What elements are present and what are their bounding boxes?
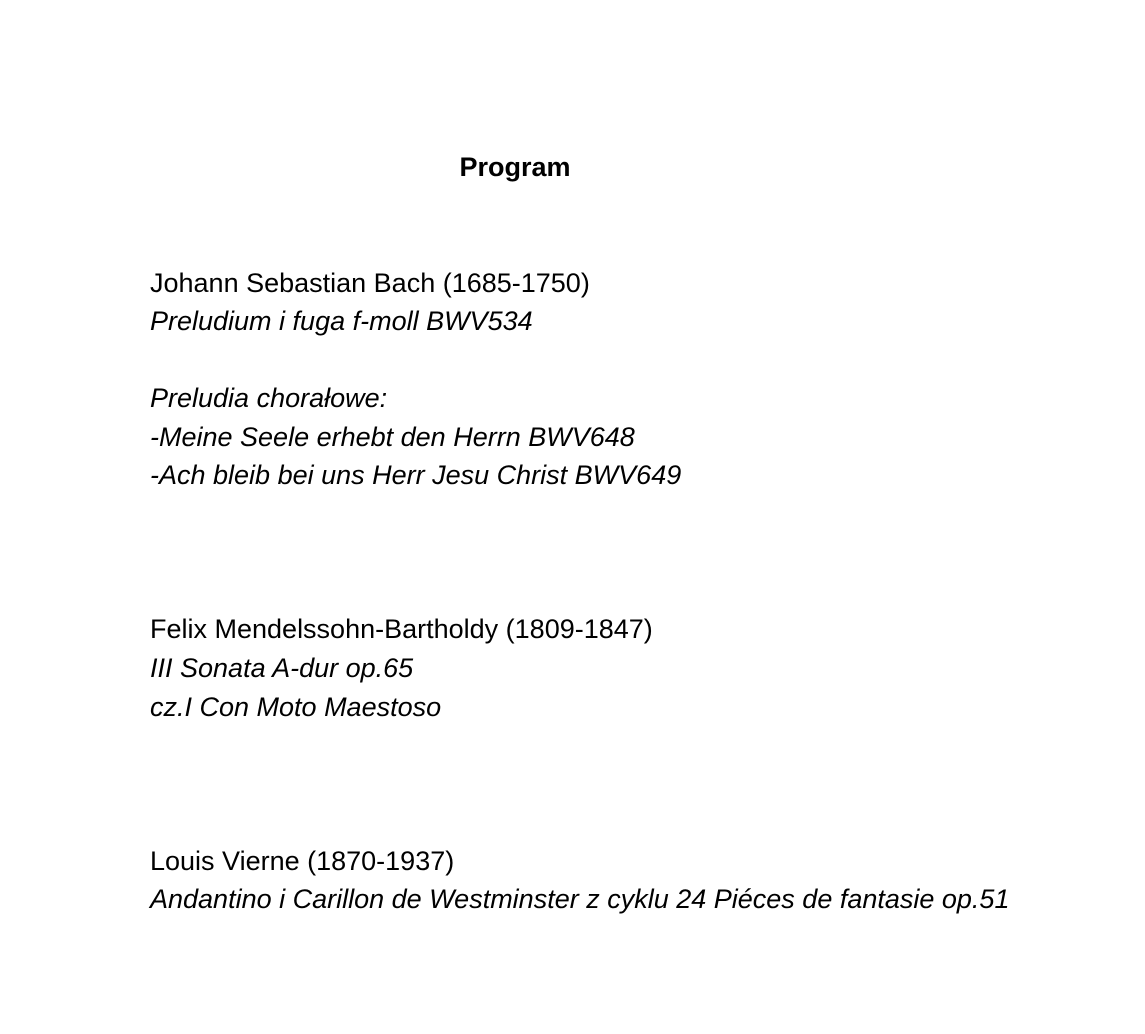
work-title: Andantino i Carillon de Westminster z cyklu 24 Piéces de fantasie op.51: [150, 884, 1010, 914]
work-group-heading: Preludia chorałowe:: [150, 383, 388, 413]
composer-name: Johann Sebastian Bach (1685-1750): [150, 268, 590, 298]
work-movement: cz.I Con Moto Maestoso: [150, 692, 442, 722]
work-title: -Meine Seele erhebt den Herrn BWV648: [150, 422, 635, 452]
work-title: -Ach bleib bei uns Herr Jesu Christ BWV649: [150, 460, 682, 490]
composer-name: Felix Mendelssohn-Bartholdy (1809-1847): [150, 614, 653, 644]
work-title: III Sonata A-dur op.65: [150, 653, 414, 683]
composer-name: Louis Vierne (1870-1937): [150, 846, 455, 876]
page-title: Program: [459, 152, 571, 182]
work-title: Preludium i fuga f-moll BWV534: [150, 306, 533, 336]
